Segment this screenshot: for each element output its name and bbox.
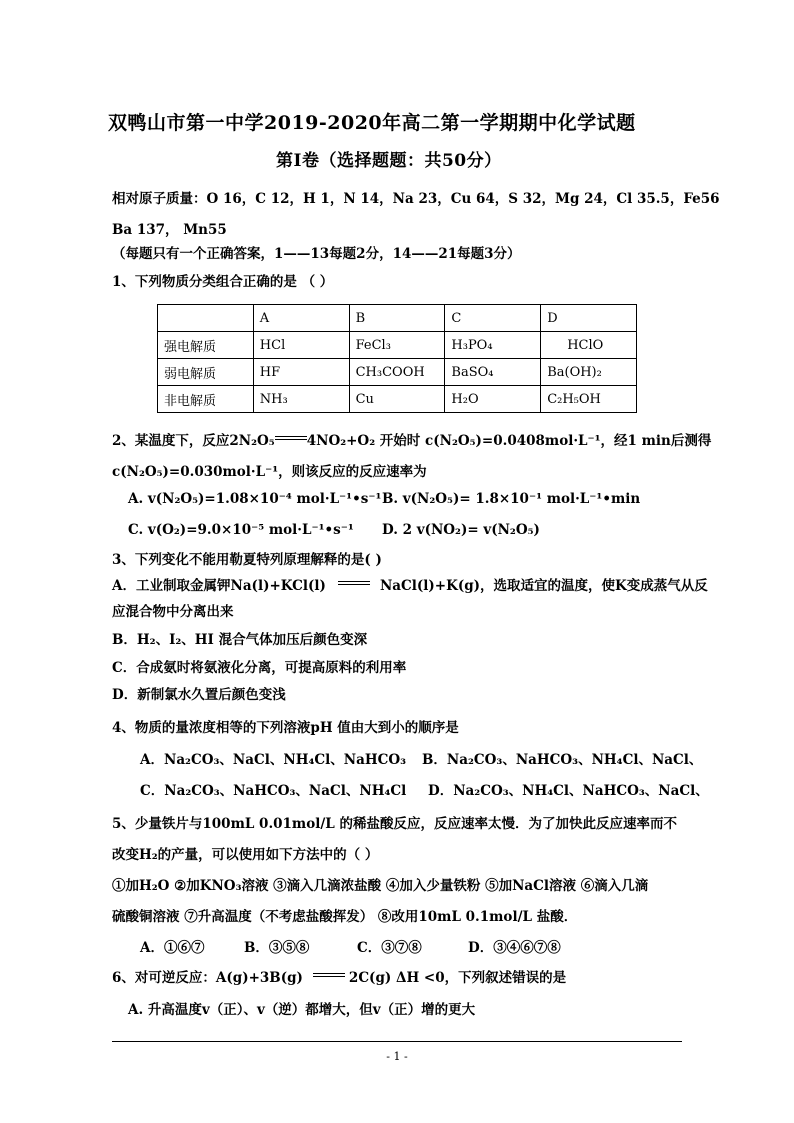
table-cell: Ba(OH)₂ [541,359,637,386]
table-row [158,359,637,386]
question-2-option-b: B. v(N₂O₅)= 1.8×10⁻¹ mol·L⁻¹•min [382,491,641,507]
question-3-option-b: B．H₂、I₂、HI 混合气体加压后颜色变深 [112,632,368,648]
question-2-option-a: A. v(N₂O₅)=1.08×10⁻⁴ mol·L⁻¹•s⁻¹ [128,491,382,507]
question-5-option-b: B．③⑤⑧ [244,940,310,956]
table-cell: BaSO₄ [445,359,541,386]
table-row [158,332,637,359]
question-5-option-c: C．③⑦⑧ [357,940,422,956]
question-3-option-c: C．合成氨时将氨液化分离，可提高原料的利用率 [112,660,407,676]
question-4-option-b: B．Na₂CO₃、NaHCO₃、NH₄Cl、NaCl、 [422,752,703,768]
question-3-option-a [112,574,708,594]
question-5-option-d: D．③④⑥⑦⑧ [468,940,561,956]
question-5-stem: 5、少量铁片与100mL 0.01mol/L 的稀盐酸反应，反应速率太慢．为了加快此反应速率而不 [112,816,677,832]
question-2-option-d: D. 2 v(NO₂)= v(N₂O₅) [382,522,540,538]
question-3-option-a-part: A．工业制取金属钾Na(l)+KCl(l) [112,578,326,594]
question-2-stem-part: 4NO₂+O₂ 开始时 c(N₂O₅)=0.0408mol·L⁻¹，经1 min后测得 [306,433,712,449]
table-cell: Cu [349,386,445,413]
table-cell: CH₃COOH [349,359,445,386]
table-cell [158,305,254,332]
table-cell: HF [253,359,349,386]
question-4-option-a: A．Na₂CO₃、NaCl、NH₄Cl、NaHCO₃ [140,752,406,768]
question-5-option-a: A．①⑥⑦ [140,940,205,956]
question-6-stem [112,966,566,986]
table-cell: FeCl₃ [349,332,445,359]
question-5-items: ①加H₂O ②加KNO₃溶液 ③滴入几滴浓盐酸 ④加入少量铁粉 ⑤加NaCl溶液 ⑥滴入几滴 [112,878,649,894]
table-cell: HClO [541,332,637,359]
question-2-stem [112,429,711,449]
equilibrium-arrow-icon [338,581,370,587]
equilibrium-arrow-icon [275,436,307,442]
table-header: D [541,305,637,332]
question-3-option-a-part: NaCl(l)+K(g)，选取适宜的温度，使K变成蒸气从反 [379,578,708,594]
question-4-option-c: C．Na₂CO₃、NaHCO₃、NaCl、NH₄Cl [140,783,407,799]
table-header: A [253,305,349,332]
atomic-mass-line-2: Ba 137， Mn55 [112,222,227,238]
table-cell: C₂H₅OH [541,386,637,413]
question-4-stem: 4、物质的量浓度相等的下列溶液pH 值由大到小的顺序是 [112,720,459,736]
section-subtitle: 第Ⅰ卷（选择题题：共50分） [276,151,502,171]
table-header: B [349,305,445,332]
footer-divider [112,1041,682,1042]
table-cell: HCl [253,332,349,359]
classification-table [157,304,637,413]
table-cell: 弱电解质 [158,359,254,386]
question-3-option-a-cont: 应混合物中分离出来 [112,604,234,620]
table-header-row [158,305,637,332]
instruction-text: （每题只有一个正确答案，1——13每题2分，14——21每题3分） [112,246,521,262]
question-2-stem-cont: c(N₂O₅)=0.030mol·L⁻¹，则该反应的反应速率为 [112,464,427,480]
question-4-option-d: D．Na₂CO₃、NH₄Cl、NaHCO₃、NaCl、 [428,783,709,799]
page-title: 双鸭山市第一中学2019-2020年高二第一学期期中化学试题 [108,112,636,134]
page-number: - 1 - [386,1050,408,1063]
table-cell: 强电解质 [158,332,254,359]
question-6-stem-part: 2C(g) ΔH <0，下列叙述错误的是 [348,970,567,986]
table-row [158,386,637,413]
question-2-option-c: C. v(O₂)=9.0×10⁻⁵ mol·L⁻¹•s⁻¹ [128,522,354,538]
question-1-stem: 1、下列物质分类组合正确的是 （ ） [112,274,334,290]
table-cell: H₂O [445,386,541,413]
question-2-stem-part: 2、某温度下，反应2N₂O₅ [112,433,275,449]
question-5-items-cont: 硫酸铜溶液 ⑦升高温度（不考虑盐酸挥发） ⑧改用10mL 0.1mol/L 盐酸． [112,909,578,925]
table-cell: H₃PO₄ [445,332,541,359]
question-3-option-d: D．新制氯水久置后颜色变浅 [112,687,286,703]
question-5-stem-cont: 改变H₂的产量，可以使用如下方法中的（ ） [112,847,379,863]
question-3-stem: 3、下列变化不能用勒夏特列原理解释的是( ) [112,552,382,568]
question-6-stem-part: 6、对可逆反应：A(g)+3B(g) [112,970,303,986]
atomic-mass-line: 相对原子质量：O 16，C 12，H 1，N 14，Na 23，Cu 64，S 32，Mg 24，Cl 35.5，Fe56 [112,191,720,207]
question-6-option-a: A. 升高温度v（正）、v（逆）都增大，但v（正）增的更大 [128,1002,476,1018]
table-cell: 非电解质 [158,386,254,413]
equilibrium-arrow-icon [313,973,345,979]
table-cell: NH₃ [253,386,349,413]
table-header: C [445,305,541,332]
